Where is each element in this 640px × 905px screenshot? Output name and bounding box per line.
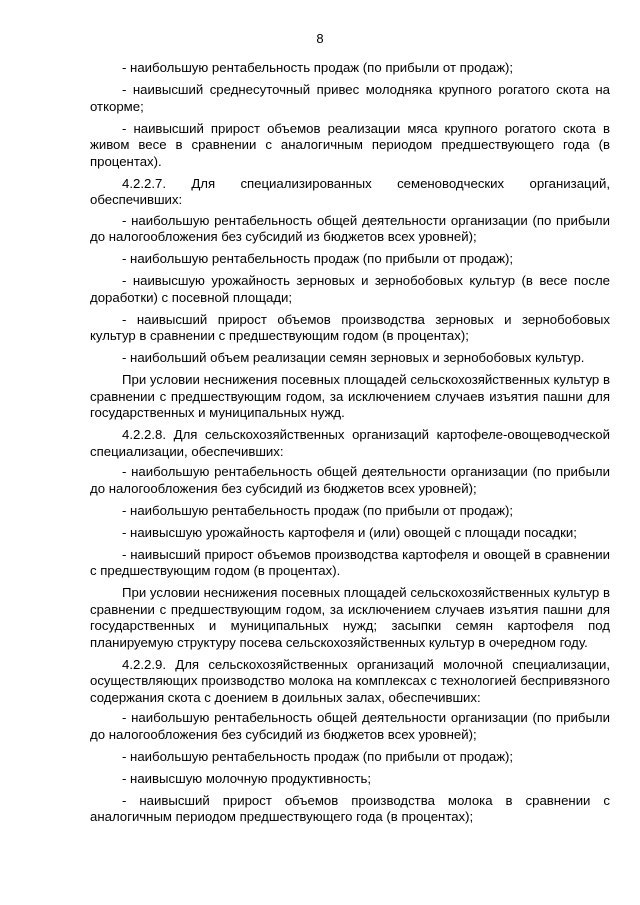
paragraph-20: - наивысшую молочную продуктивность; (122, 770, 372, 786)
paragraph-5: - наибольшую рентабельность общей деятельности организации (по прибыли до налогообложения без субсидий из бюджетов всех уровней); (90, 212, 610, 244)
page-number: 8 (316, 31, 324, 46)
paragraph-6: - наибольшую рентабельность продаж (по прибыли от продаж); (122, 251, 514, 266)
section-4-2-2-7-heading: 4.2.2.7. Для специализированных семеноводческих организаций, обеспечивших: (90, 175, 610, 207)
paragraph-7: - наивысшую урожайность зерновых и зернобобовых культур (в весе после доработки) с посевной площади; (90, 273, 610, 305)
paragraph-16: При условии неснижения посевных площадей сельскохозяйственных культур в сравнении с предшествующим годом, за исключением случаев изъятия пашни для государственных и муниципальных нужд; засыпки семян картофеля под планируемую структуру посева сельскохозяйственных культур в очередном году. (90, 585, 610, 650)
section-4-2-2-8-heading: 4.2.2.8. Для сельскохозяйственных организаций картофеле-овощеводческой специализации, обеспечивших: (90, 427, 610, 459)
paragraph-19: - наибольшую рентабельность продаж (по прибыли от продаж); (122, 748, 514, 764)
paragraph-3: - наивысший прирост объемов реализации мяса крупного рогатого скота в живом весе в сравнении с аналогичным периодом предшествующего года (в процентах). (90, 120, 610, 169)
paragraph-9: - наибольший объем реализации семян зерновых и зернобобовых культур. (122, 350, 585, 365)
paragraph-18: - наибольшую рентабельность общей деятельности организации (по прибыли до налогообложения без субсидий из бюджетов всех уровней); (90, 710, 610, 742)
section-4-2-2-9-heading: 4.2.2.9. Для сельскохозяйственных организаций молочной специализации, осуществляющих производство молока на комплексах с технологией беспривязного содержания скота с доением в доильных залах, обеспечивших: (90, 656, 610, 705)
paragraph-12: - наибольшую рентабельность общей деятельности организации (по прибыли до налогообложения без субсидий из бюджетов всех уровней); (90, 464, 610, 496)
paragraph-21: - наивысший прирост объемов производства молока в сравнении с аналогичным периодом предшествующего года (в процентах); (90, 792, 610, 824)
paragraph-13: - наибольшую рентабельность продаж (по прибыли от продаж); (122, 502, 514, 518)
paragraph-14: - наивысшую урожайность картофеля и (или) овощей с площади посадки; (122, 524, 577, 540)
paragraph-2: - наивысший среднесуточный привес молодняка крупного рогатого скота на откорме; (90, 82, 610, 114)
paragraph-10: При условии неснижения посевных площадей сельскохозяйственных культур в сравнении с предшествующим годом, за исключением случаев изъятия пашни для государственных и муниципальных нужд. (90, 372, 610, 420)
paragraph-1: - наибольшую рентабельность продаж (по прибыли от продаж); (122, 60, 514, 75)
paragraph-8: - наивысший прирост объемов производства зерновых и зернобобовых культур в сравнении с предшествующим годом (в процентах); (90, 311, 610, 343)
paragraph-15: - наивысший прирост объемов производства картофеля и овощей в сравнении с предшествующим годом (в процентах). (90, 546, 610, 578)
document-body (90, 60, 610, 831)
